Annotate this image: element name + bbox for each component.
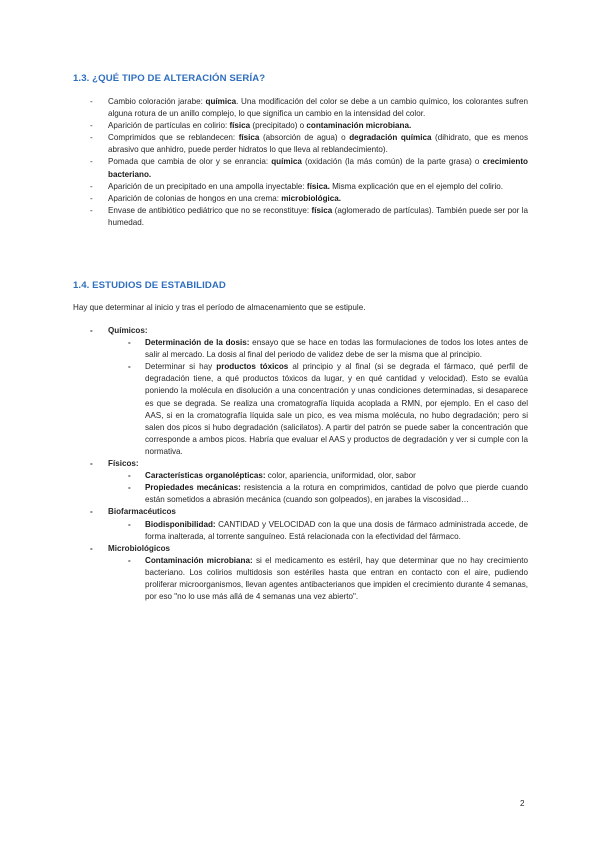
page-number: 2 bbox=[520, 799, 525, 808]
alteration-list bbox=[73, 96, 528, 229]
stability-studies-list bbox=[73, 325, 528, 603]
list-item: - Contaminación microbiana: si el medicamento es estéril, hay que determinar que no hay crecimiento bacteriano. Los colirios multidosis son estériles hasta que entran en contacto con el aire, pudiendo proliferar microorganismos, llevan agentes antibacterianos que impiden el crecimiento durante 4 semanas, por eso "no lo use más allá de 4 semanas una vez abierto". bbox=[128, 555, 528, 602]
list-item: - Aparición de colonias de hongos en una crema: microbiológica. bbox=[90, 193, 342, 203]
list-item: - Determinar si hay productos tóxicos al principio y al final (si se degrada el fármaco, qué perfil de degradación tiene, a qué productos tóxicos da lugar, y en qué cantidad y velocidad). Esto se evalúa poniendo la molécula en disolución a una concentración y unas condiciones determinadas, si desaparece es que se degrada. Se realiza una cromatografía líquida acoplada a RMN, por ejemplo. En el caso del AAS, si en la cromatografía líquida sale un pico, es vea misma molécula, no hubo degradación; pero si salen dos picos si hubo degradación (salicilatos). A partir del patrón se puede saber la concentración que corresponde a ambos picos. Habría que evaluar el AAS y productos de degradación y ver si cumple con la normativa. bbox=[128, 362, 528, 456]
list-item: - Aparición de partículas en colirio: física (precipitado) o contaminación microbiana. bbox=[90, 121, 412, 131]
category-microbiologicos: - Microbiológicos bbox=[90, 543, 171, 553]
section-heading-1-3: 1.3. ¿QUÉ TIPO DE ALTERACIÓN SERÍA? bbox=[73, 73, 266, 84]
section-heading-1-4: 1.4. ESTUDIOS DE ESTABILIDAD bbox=[73, 280, 226, 291]
list-item: - Biodisponibilidad: CANTIDAD y VELOCIDAD con la que una dosis de fármaco administrada accede, de forma inalterada, al torrente sanguíneo. Está relacionada con la efectividad del fármaco. bbox=[128, 519, 528, 541]
list-item: - Comprimidos que se reblandecen: física (absorción de agua) o degradación química (dihidrato, que es menos abrasivo que anhidro, puede perder hidratos lo que lleva al reblandecimiento). bbox=[90, 133, 528, 155]
category-biofarmaceuticos: - Biofarmacéuticos bbox=[90, 507, 176, 517]
list-item: - Cambio coloración jarabe: química. Una modificación del color se debe a un cambio químico, los colorantes sufren alguna rotura de un anillo complejo, lo que significa un cambio en la intensidad del color. bbox=[90, 97, 528, 119]
list-item: - Envase de antibiótico pediátrico que no se reconstituye: física (aglomerado de partículas). También puede ser por la humedad. bbox=[90, 205, 528, 227]
category-fisicos: - Físicos: bbox=[90, 459, 139, 469]
list-item: - Propiedades mecánicas: resistencia a la rotura en comprimidos, cantidad de polvo que pierde cuando están sometidos a abrasión mecánica (cuando son golpeados), en jarabes la viscosidad… bbox=[128, 483, 528, 505]
intro-paragraph: Hay que determinar al inicio y tras el período de almacenamiento que se estipule. bbox=[73, 303, 366, 312]
list-item: - Pomada que cambia de olor y se enrancia: química (oxidación (la más común) de la parte grasa) o crecimiento bacteriano. bbox=[90, 157, 528, 179]
list-item: - Características organolépticas: color, apariencia, uniformidad, olor, sabor bbox=[128, 471, 416, 481]
list-item: - Determinación de la dosis: ensayo que se hace en todas las formulaciones de todos los lotes antes de salir al mercado. La dosis al final del periodo de validez debe de ser la misma que al principio. bbox=[128, 338, 528, 360]
category-quimicos: - Químicos: bbox=[90, 326, 148, 335]
list-item: - Aparición de un precipitado en una ampolla inyectable: física. Misma explicación que en el ejemplo del colirio. bbox=[90, 181, 504, 191]
